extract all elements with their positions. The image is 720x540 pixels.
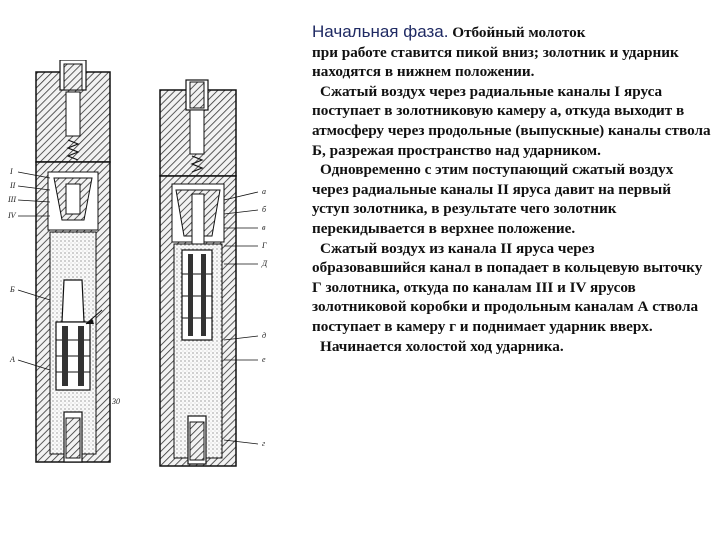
left-label-3: III xyxy=(8,195,16,204)
left-label-5: Б xyxy=(10,285,15,294)
description-text xyxy=(312,22,712,356)
left-label-6: А xyxy=(10,355,15,364)
left-label-2: II xyxy=(10,181,16,190)
right-label-4: Г xyxy=(262,241,267,250)
left-hammer xyxy=(36,60,110,462)
paragraph-5: Начинается холостой ход ударника. xyxy=(320,337,564,355)
right-label-6: д xyxy=(262,331,267,340)
scale-label: 30 xyxy=(112,397,120,406)
paragraph-intro xyxy=(312,22,712,43)
jackhammer-cross-section xyxy=(0,60,312,470)
jackhammer-diagram xyxy=(0,60,312,470)
right-label-8: г xyxy=(262,439,266,448)
intro-first: Отбойный молоток xyxy=(452,24,586,41)
intro-rest: при работе ставится пикой вниз; золотник и ударник находятся в нижнем положении. xyxy=(312,43,679,81)
left-label-1: I xyxy=(10,167,13,176)
right-label-7: е xyxy=(262,355,266,364)
right-label-1: а xyxy=(262,187,266,196)
right-label-3: в xyxy=(262,223,266,232)
paragraph-3: Одновременно с этим поступающий сжатый воздух через радиальные каналы II яруса давит на первый уступ золотника, в результате чего золотник перекидывается в верхнее положение. xyxy=(312,161,674,237)
right-hammer xyxy=(160,80,236,466)
left-label-4: IV xyxy=(8,211,16,220)
phase-title: Начальная фаза. xyxy=(312,22,449,41)
paragraph-4: Сжатый воздух из канала II яруса через образовавшийся канал в попадает в кольцевую выточку Г золотника, откуда по каналам III и IV ярусов золотниковой коробки и продольным каналам А ствола поступает в камеру г и поднимает ударник вверх. xyxy=(312,239,703,335)
paragraph-2: Сжатый воздух через радиальные каналы I яруса поступает в золотниковую камеру а, откуда выходит в атмосферу через продольные (выпускные) каналы ствола Б, разрежая пространство над ударником. xyxy=(312,82,711,159)
right-label-5: Д xyxy=(262,259,268,268)
right-label-2: б xyxy=(262,205,267,214)
